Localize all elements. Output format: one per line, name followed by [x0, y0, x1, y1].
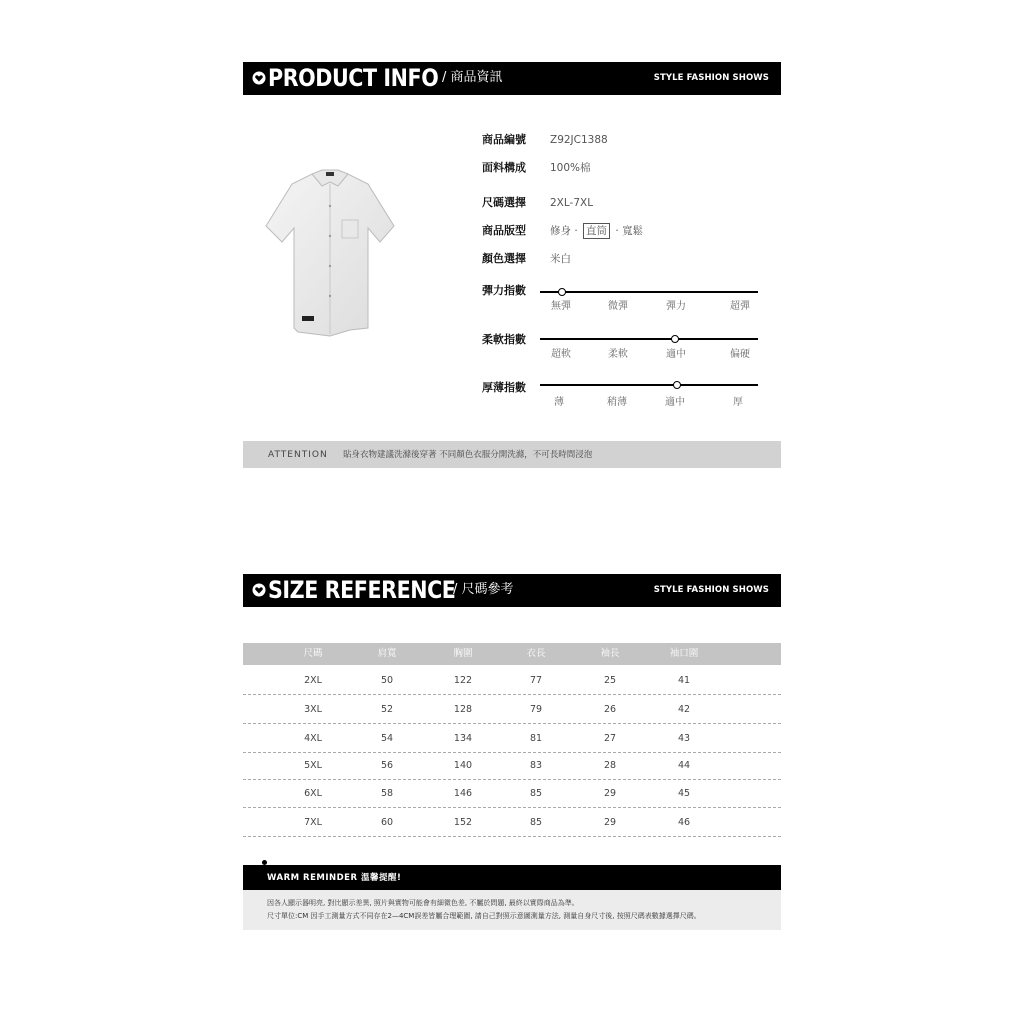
spec-label-fit: 商品版型 [482, 224, 526, 237]
column-header: 袖長 [600, 648, 620, 659]
spec-value-size: 2XL-7XL [550, 197, 594, 209]
table-cell: 140 [453, 760, 473, 771]
table-cell: 41 [677, 675, 691, 686]
heart-icon [252, 71, 266, 85]
warm-reminder-bar [243, 865, 781, 890]
warm-reminder-line: 因各人顯示器明亮, 對比顯示差異, 照片與實物可能會有細微色差, 不屬於問題, 最終以實際商品為準。 [267, 899, 579, 907]
scale-knob [673, 381, 681, 389]
table-cell: 60 [380, 817, 394, 828]
fit-separator: · [615, 225, 619, 237]
table-cell: 43 [677, 733, 691, 744]
table-cell: 5XL [304, 760, 322, 771]
column-header: 肩寬 [377, 648, 397, 659]
scale-elasticity [540, 291, 758, 293]
scale-level: 適中 [666, 349, 686, 360]
column-header: 尺碼 [303, 648, 323, 659]
table-cell: 77 [529, 675, 543, 686]
scale-level: 超彈 [730, 301, 750, 312]
size-table-header [243, 643, 781, 665]
table-cell: 152 [453, 817, 473, 828]
product-shirt-image [264, 166, 396, 342]
column-header: 胸圍 [453, 648, 473, 659]
table-cell: 29 [603, 817, 617, 828]
table-cell: 27 [603, 733, 617, 744]
scale-level: 無彈 [551, 301, 571, 312]
spec-label-color: 顏色選擇 [482, 252, 526, 265]
table-cell: 134 [453, 733, 473, 744]
scale-level: 薄 [554, 397, 564, 408]
attention-text: 貼身衣物建議洗滌後穿著 不同顏色衣服分開洗滌，不可長時間浸泡 [343, 450, 593, 460]
table-cell: 45 [677, 788, 691, 799]
table-cell: 79 [529, 704, 543, 715]
banner-title: PRODUCT INFO [268, 64, 439, 92]
table-cell: 2XL [304, 675, 322, 686]
table-cell: 44 [677, 760, 691, 771]
table-row [243, 696, 781, 724]
fit-option-slim: 修身 [550, 225, 571, 237]
attention-title: ATTENTION [268, 450, 328, 460]
table-cell: 85 [529, 788, 543, 799]
spec-value-color: 米白 [550, 253, 571, 265]
table-cell: 58 [380, 788, 394, 799]
table-cell: 7XL [304, 817, 322, 828]
banner-title: SIZE REFERENCE [268, 576, 456, 604]
banner-brand: STYLE FASHION SHOWS [653, 73, 769, 83]
scale-level: 適中 [665, 397, 685, 408]
scale-softness [540, 338, 758, 340]
table-row [243, 725, 781, 753]
fit-separator: · [574, 225, 578, 237]
scale-level: 偏硬 [730, 349, 750, 360]
scale-label-thickness: 厚薄指數 [482, 381, 526, 394]
fit-option-loose: 寬鬆 [622, 225, 644, 237]
table-cell: 81 [529, 733, 543, 744]
table-cell: 46 [677, 817, 691, 828]
table-cell: 26 [603, 704, 617, 715]
table-row [243, 809, 781, 837]
banner-subtitle: / 尺碼參考 [453, 582, 514, 597]
scale-level: 彈力 [666, 301, 686, 312]
table-cell: 85 [529, 817, 543, 828]
banner-brand: STYLE FASHION SHOWS [653, 585, 769, 595]
product-info-banner [243, 62, 781, 95]
table-cell: 128 [453, 704, 473, 715]
size-reference-banner [243, 574, 781, 607]
scale-knob [558, 288, 566, 296]
heart-icon [252, 583, 266, 597]
table-cell: 146 [453, 788, 473, 799]
spec-value-fabric: 100%棉 [550, 162, 591, 174]
scale-level: 厚 [733, 397, 743, 408]
scale-label-softness: 柔軟指數 [482, 333, 526, 346]
spec-label-size: 尺碼選擇 [482, 196, 526, 209]
column-header: 袖口圍 [669, 648, 699, 659]
scale-level: 微彈 [608, 301, 628, 312]
scale-thickness [540, 384, 758, 386]
spec-label-fabric: 面料構成 [482, 161, 526, 174]
table-cell: 25 [603, 675, 617, 686]
table-row [243, 780, 781, 808]
column-header: 衣長 [526, 648, 546, 659]
banner-subtitle: / 商品資訊 [442, 70, 503, 85]
warm-reminder-box [243, 890, 781, 930]
scale-level: 柔軟 [608, 349, 628, 360]
spec-value-code: Z92JC1388 [550, 134, 608, 146]
fit-options [550, 223, 643, 239]
scale-level: 超軟 [551, 349, 571, 360]
table-cell: 52 [380, 704, 394, 715]
table-cell: 28 [603, 760, 617, 771]
fit-option-straight-selected: 直筒 [583, 223, 610, 239]
scale-knob [671, 335, 679, 343]
spec-label-code: 商品編號 [482, 133, 526, 146]
warm-reminder-line: 尺寸單位:CM 因手工測量方式不同存在2—4CM誤差皆屬合理範圍, 請自己對照示意圖測量方法, 測量自身尺寸後, 按照尺碼表數據選擇尺碼。 [267, 912, 701, 920]
table-cell: 56 [380, 760, 394, 771]
scale-level: 稍薄 [607, 397, 627, 408]
table-cell: 50 [380, 675, 394, 686]
table-row [243, 752, 781, 780]
warm-reminder-title: WARM REMINDER 溫馨提醒! [267, 873, 402, 883]
attention-bar [243, 441, 781, 468]
table-cell: 3XL [304, 704, 322, 715]
table-cell: 29 [603, 788, 617, 799]
table-row [243, 667, 781, 695]
table-cell: 122 [453, 675, 473, 686]
table-cell: 54 [380, 733, 394, 744]
table-cell: 4XL [304, 733, 322, 744]
table-cell: 42 [677, 704, 691, 715]
table-cell: 6XL [304, 788, 322, 799]
scale-label-elasticity: 彈力指數 [482, 284, 526, 297]
table-cell: 83 [529, 760, 543, 771]
